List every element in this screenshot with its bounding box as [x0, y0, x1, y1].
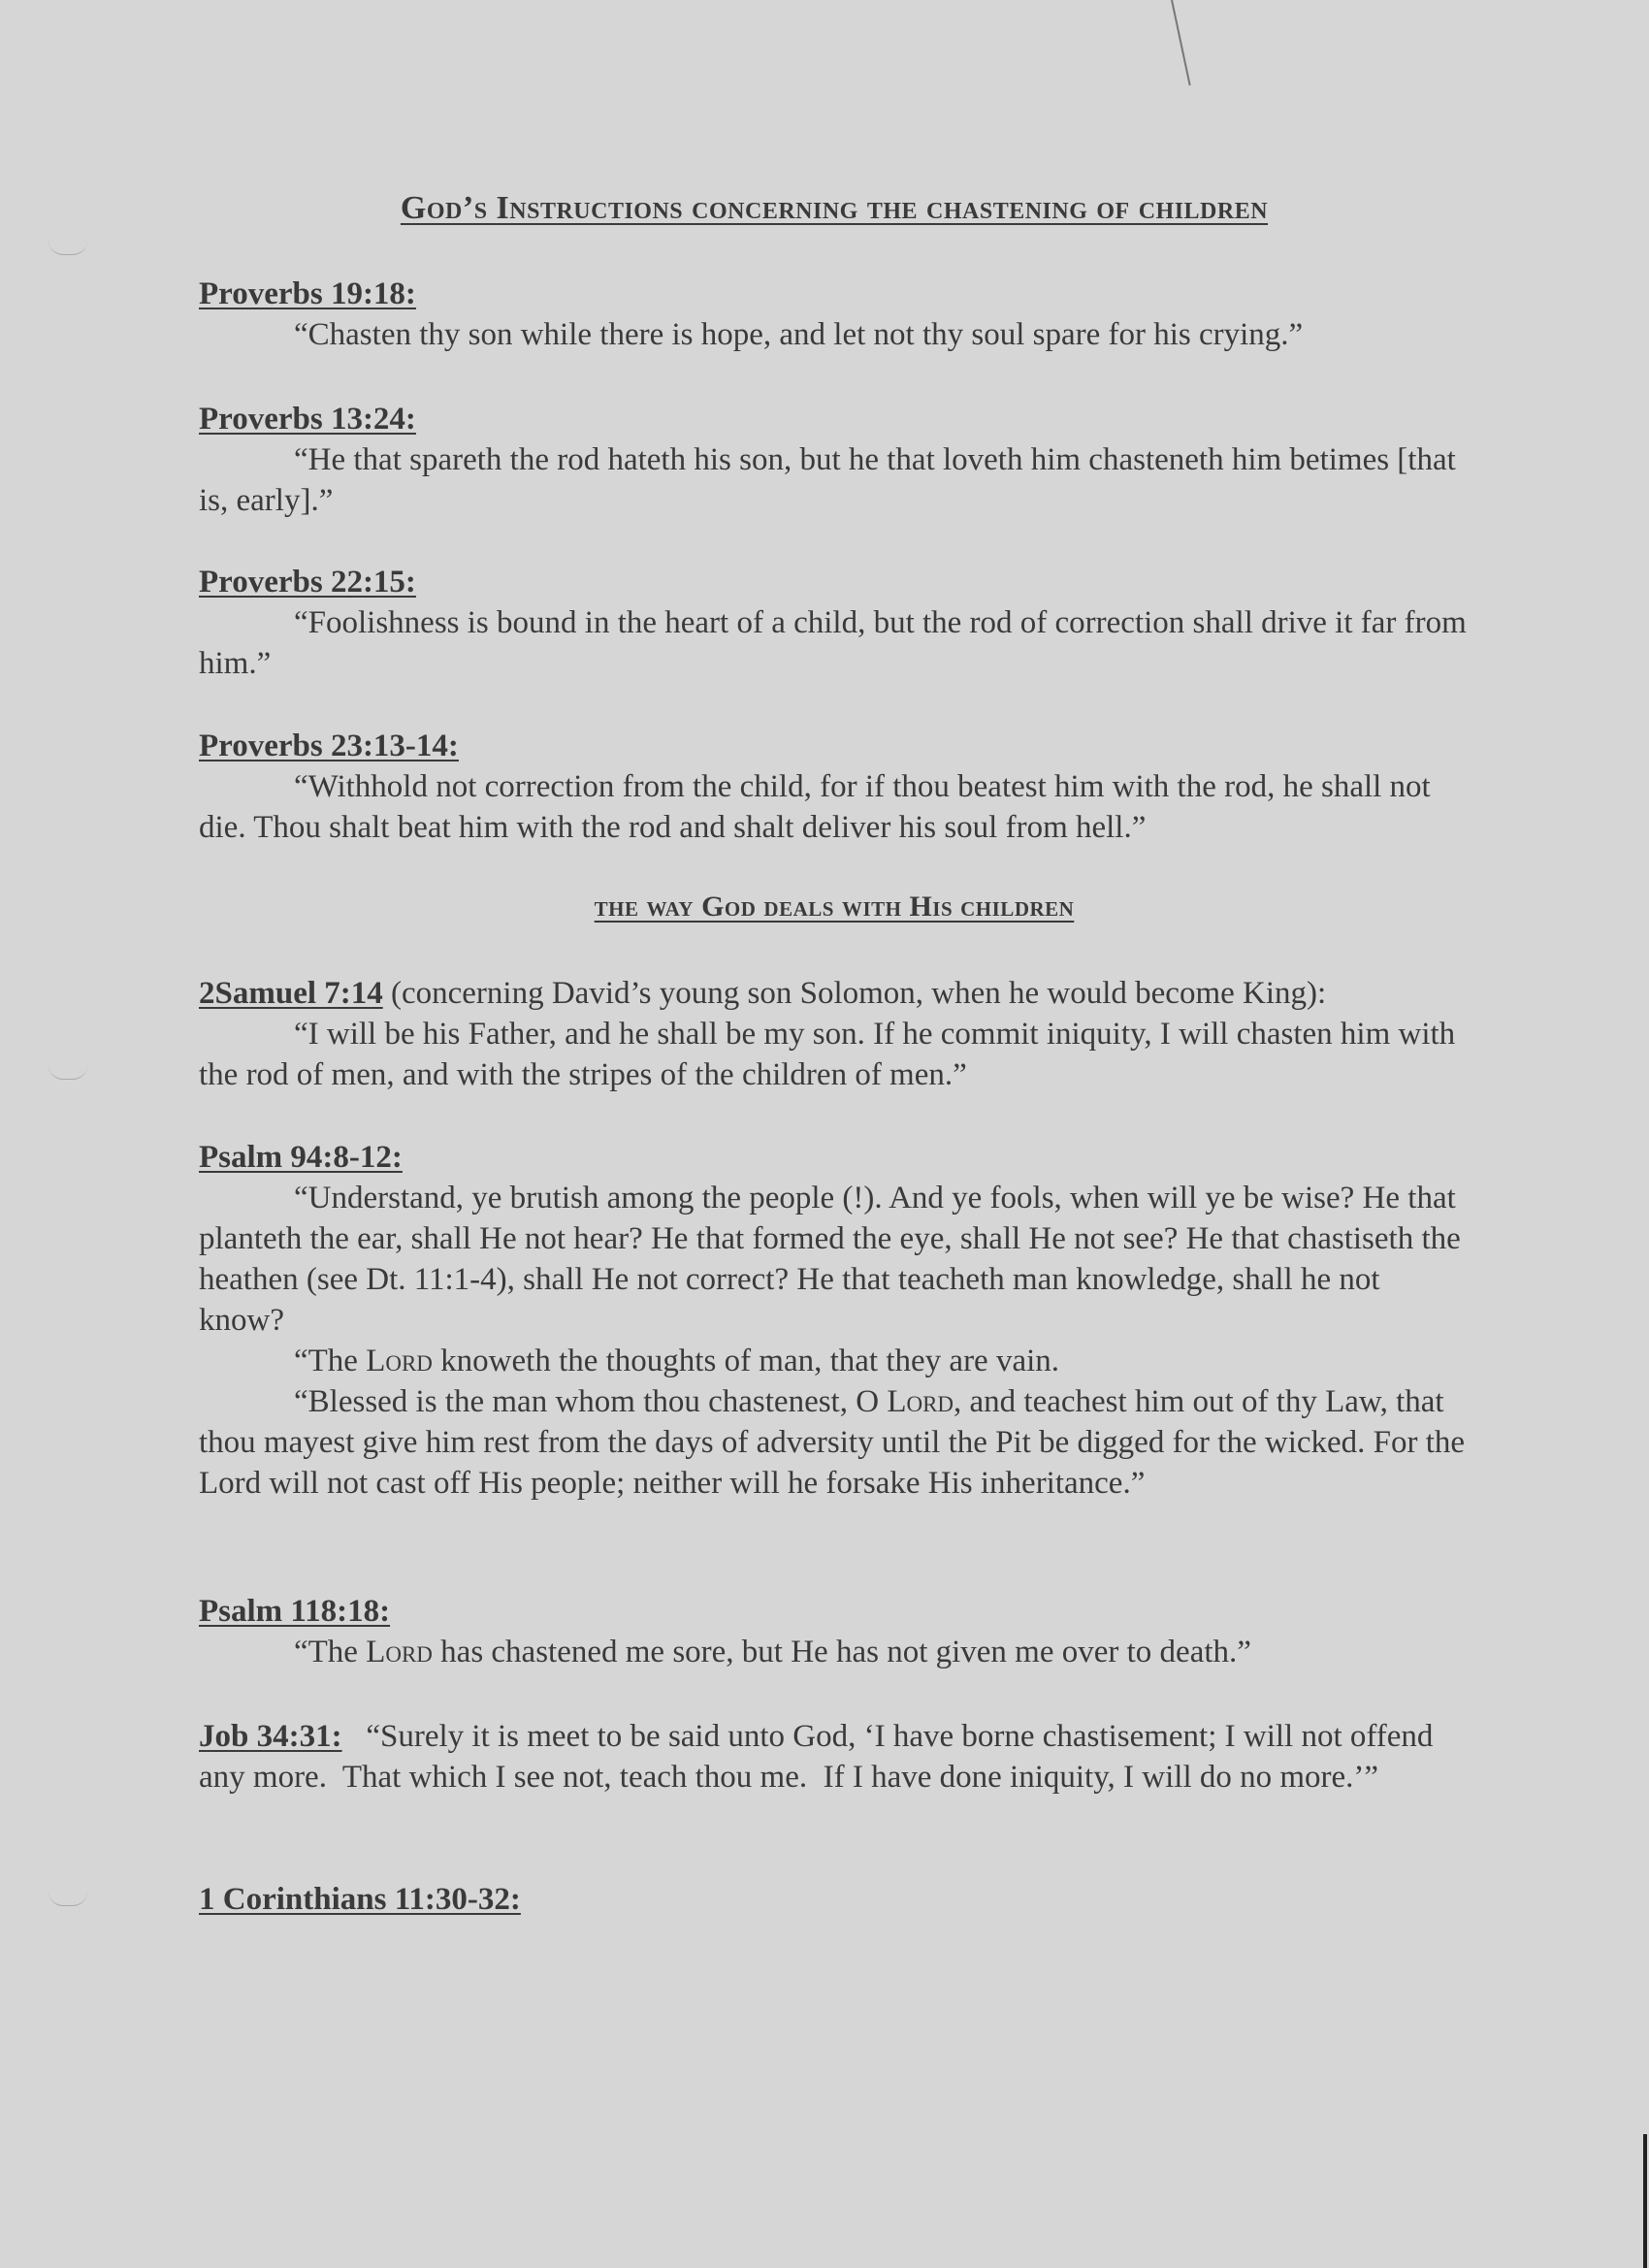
punch-mark [48, 1065, 87, 1080]
entry-psalm-94 [199, 1137, 1470, 1504]
verse-reference: 2Samuel 7:14 [199, 976, 383, 1011]
divine-name: Lord [366, 1635, 433, 1669]
verse-reference: Proverbs 13:24: [199, 402, 416, 437]
verse-inline [199, 1716, 1470, 1798]
verse-reference: Psalm 118:18: [199, 1594, 391, 1629]
verse-text: “I will be his Father, and he shall be my son. If he commit iniquity, I will chasten him with the rod of men, and with the stripes of the children of men.” [199, 1017, 1456, 1092]
verse-text: “The Lord has chastened me sore, but He has not given me over to death.” [294, 1635, 1251, 1669]
page-title: God’s Instructions concerning the chastening of children [400, 190, 1269, 226]
entry-proverbs-13-24 [199, 399, 1470, 521]
verse-reference: 1 Corinthians 11:30-32: [199, 1882, 521, 1917]
entry-job-34-31 [199, 1716, 1470, 1798]
punch-mark [48, 1892, 87, 1906]
entry-proverbs-22-15 [199, 562, 1470, 684]
scan-mark-edge [1643, 2134, 1647, 2268]
verse-reference-line [199, 973, 1470, 1014]
verse-reference: Psalm 94:8-12: [199, 1140, 403, 1175]
verse-text: “Surely it is meet to be said unto God, ‘I have borne chastisement; I will not offend any more. That which I see not, teach thou me. If I have done iniquity, I will do no more.’” [199, 1719, 1441, 1795]
verse-reference: Proverbs 22:15: [199, 565, 416, 599]
verse-reference: Proverbs 19:18: [199, 276, 416, 311]
entry-2samuel-7-14 [199, 973, 1470, 1095]
verse-text: “Blessed is the man whom thou chastenest, O Lord, and teachest him out of thy Law, that thou mayest give him rest from the days of adversity until the Pit be digged for the wicked. For the Lord will not cast off His people; neither will he forsake His inheritance.” [199, 1384, 1466, 1501]
scan-mark-top [1171, 0, 1191, 85]
divine-name: Lord [887, 1384, 954, 1419]
reference-note: (concerning David’s young son Solomon, when he would become King): [382, 976, 1327, 1011]
entry-psalm-118-18 [199, 1591, 1470, 1672]
divine-name: Lord [366, 1344, 433, 1378]
verse-text: “The Lord knoweth the thoughts of man, that they are vain. [294, 1344, 1060, 1378]
entry-1corinthians-11 [199, 1879, 1470, 1920]
section-title: the way God deals with His children [594, 891, 1075, 923]
verse-reference: Proverbs 23:13-14: [199, 729, 459, 763]
entry-proverbs-19-18 [199, 274, 1470, 355]
verse-text: “Withhold not correction from the child, for if thou beatest him with the rod, he shall not die. Thou shalt beat him with the rod and shalt deliver his soul from hell.” [199, 769, 1431, 845]
verse-text: “Foolishness is bound in the heart of a child, but the rod of correction shall drive it far from him.” [199, 605, 1467, 681]
punch-mark [48, 241, 87, 255]
verse-reference: Job 34:31: [199, 1719, 342, 1754]
verse-text: “Chasten thy son while there is hope, and let not thy soul spare for his crying.” [294, 317, 1304, 352]
verse-text: “He that spareth the rod hateth his son, but he that loveth him chasteneth him betimes [that is, early].” [199, 442, 1456, 518]
entry-proverbs-23-13 [199, 726, 1470, 848]
verse-text: “Understand, ye brutish among the people (!). And ye fools, when will ye be wise? He that planteth the ear, shall He not hear? He that formed the eye, shall He not see? He that chastiseth the heathen (see Dt. 11:1-4), shall He not correct? He that teacheth man knowledge, shall he not know? [199, 1181, 1461, 1338]
